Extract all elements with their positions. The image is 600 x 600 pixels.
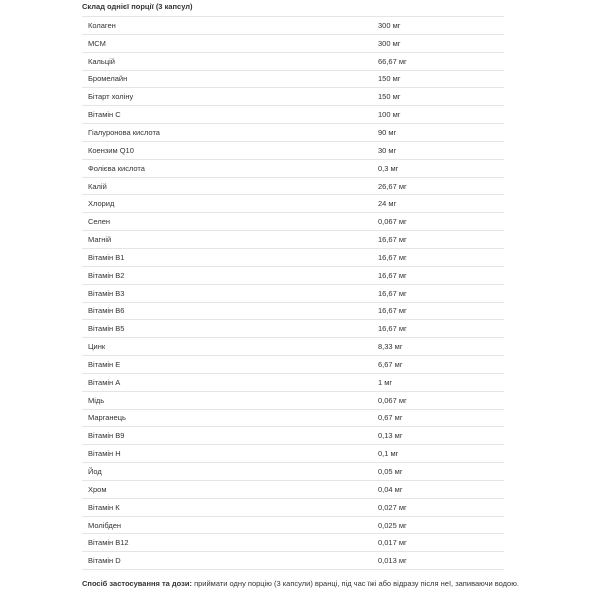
ingredient-name: Вітамін В9: [88, 431, 125, 441]
table-row: [82, 499, 504, 517]
ingredient-name: Хлорид: [88, 199, 115, 209]
ingredient-name: Вітамін Н: [88, 449, 121, 459]
ingredient-name: Калій: [88, 181, 107, 191]
table-row: [82, 410, 504, 428]
ingredient-name: Кальцій: [88, 56, 115, 66]
ingredient-name: Вітамін К: [88, 502, 120, 512]
table-row: [82, 53, 504, 71]
table-row: [82, 178, 504, 196]
ingredient-name: Фолієва кислота: [88, 163, 145, 173]
table-row: [82, 320, 504, 338]
ingredient-amount: 1 мг: [378, 377, 393, 387]
table-row: [82, 534, 504, 552]
ingredient-amount: 16,67 мг: [378, 270, 407, 280]
table-row: [82, 88, 504, 106]
composition-table: [82, 16, 504, 570]
usage-text: приймати одну порцію (3 капсули) вранці, під час їжі або відразу після неї, запиваючи водою.: [191, 579, 519, 588]
composition-title: Склад однієї порції (3 капсул): [82, 2, 193, 11]
ingredient-name: Молібден: [88, 520, 122, 530]
ingredient-amount: 0,13 мг: [378, 431, 403, 441]
ingredient-name: Магній: [88, 235, 112, 245]
ingredient-name: Вітамін В2: [88, 270, 125, 280]
ingredient-name: Вітамін В3: [88, 288, 125, 298]
table-row: [82, 213, 504, 231]
table-row: [82, 552, 504, 570]
ingredient-amount: 0,04 мг: [378, 484, 403, 494]
ingredient-amount: 0,1 мг: [378, 449, 399, 459]
table-row: [82, 106, 504, 124]
ingredient-name: Бітарт холіну: [88, 92, 134, 102]
ingredient-amount: 0,067 мг: [378, 395, 407, 405]
ingredient-amount: 90 мг: [378, 127, 397, 137]
ingredient-name: Колаген: [88, 20, 116, 30]
ingredient-name: Цинк: [88, 342, 106, 352]
ingredient-name: Селен: [88, 217, 111, 227]
table-row: [82, 71, 504, 89]
ingredient-name: Вітамін А: [88, 377, 121, 387]
table-row: [82, 427, 504, 445]
table-row: [82, 285, 504, 303]
ingredient-amount: 100 мг: [378, 110, 401, 120]
ingredient-amount: 0,67 мг: [378, 413, 403, 423]
table-row: [82, 267, 504, 285]
ingredient-name: Бромелайн: [88, 74, 128, 84]
ingredient-name: Вітамін В6: [88, 306, 125, 316]
table-row: [82, 392, 504, 410]
ingredient-amount: 16,67 мг: [378, 252, 407, 262]
ingredient-name: Коензим Q10: [88, 145, 134, 155]
table-row: [82, 338, 504, 356]
ingredient-amount: 0,3 мг: [378, 163, 399, 173]
ingredient-name: Йод: [88, 467, 102, 477]
table-row: [82, 249, 504, 267]
ingredient-amount: 150 мг: [378, 92, 401, 102]
ingredient-amount: 26,67 мг: [378, 181, 407, 191]
ingredient-amount: 16,67 мг: [378, 306, 407, 316]
table-row: [82, 303, 504, 321]
table-row: [82, 195, 504, 213]
ingredient-amount: 0,013 мг: [378, 556, 407, 566]
ingredient-name: Вітамін В1: [88, 252, 125, 262]
table-row: [82, 374, 504, 392]
ingredient-amount: 16,67 мг: [378, 324, 407, 334]
ingredient-name: Хром: [88, 484, 107, 494]
ingredient-amount: 0,025 мг: [378, 520, 407, 530]
ingredient-amount: 16,67 мг: [378, 288, 407, 298]
ingredient-amount: 30 мг: [378, 145, 397, 155]
ingredient-name: МСМ: [88, 38, 106, 48]
ingredient-amount: 0,067 мг: [378, 217, 407, 227]
table-row: [82, 17, 504, 35]
ingredient-amount: 24 мг: [378, 199, 397, 209]
table-row: [82, 517, 504, 535]
ingredient-amount: 0,05 мг: [378, 467, 403, 477]
usage-instructions: [82, 578, 522, 589]
ingredient-name: Вітамін В5: [88, 324, 125, 334]
ingredient-name: Вітамін С: [88, 110, 121, 120]
ingredient-amount: 66,67 мг: [378, 56, 407, 66]
table-row: [82, 445, 504, 463]
table-row: [82, 231, 504, 249]
ingredient-amount: 150 мг: [378, 74, 401, 84]
ingredient-name: Вітамін В12: [88, 538, 129, 548]
table-row: [82, 463, 504, 481]
ingredient-amount: 6,67 мг: [378, 359, 403, 369]
table-row: [82, 35, 504, 53]
table-row: [82, 124, 504, 142]
ingredient-name: Вітамін Е: [88, 359, 121, 369]
table-row: [82, 481, 504, 499]
ingredient-amount: 8,33 мг: [378, 342, 403, 352]
ingredient-amount: 300 мг: [378, 20, 401, 30]
ingredient-name: Гіалуронова кислота: [88, 127, 160, 137]
ingredient-name: Марганець: [88, 413, 126, 423]
ingredient-amount: 0,017 мг: [378, 538, 407, 548]
ingredient-amount: 300 мг: [378, 38, 401, 48]
ingredient-name: Вітамін D: [88, 556, 121, 566]
table-row: [82, 160, 504, 178]
table-row: [82, 356, 504, 374]
ingredient-name: Мідь: [88, 395, 105, 405]
usage-label: Спосіб застосування та дози:: [82, 579, 192, 588]
ingredient-amount: 16,67 мг: [378, 235, 407, 245]
table-row: [82, 142, 504, 160]
ingredient-amount: 0,027 мг: [378, 502, 407, 512]
